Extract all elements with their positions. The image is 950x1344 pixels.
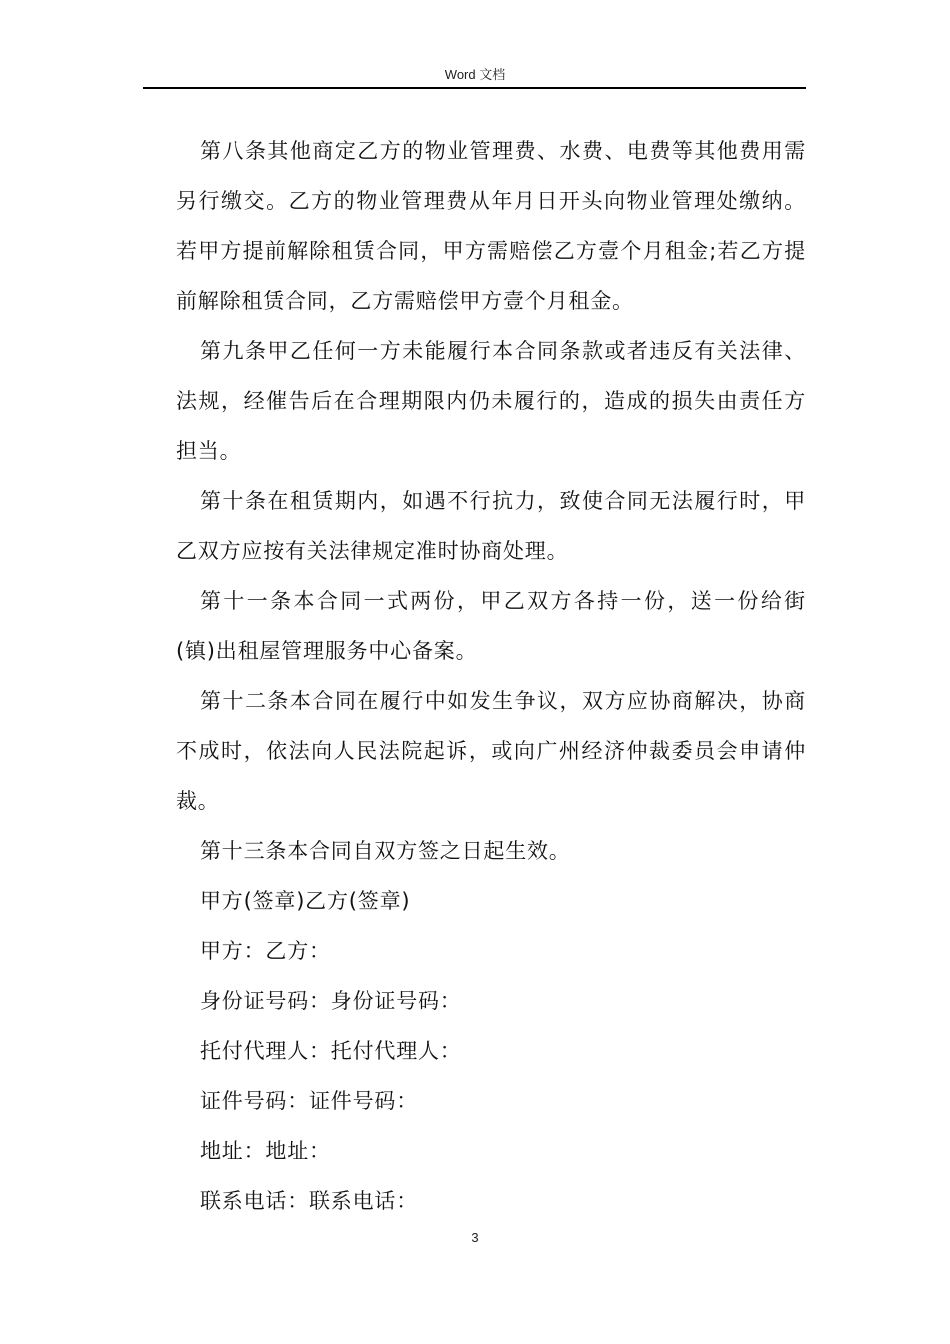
header-divider <box>143 87 806 89</box>
party-line: 甲方：乙方： <box>200 939 331 963</box>
address-line: 地址：地址： <box>200 1139 331 1163</box>
id-number-line: 身份证号码：身份证号码： <box>200 989 462 1013</box>
paragraph-article-10: 第十条在租赁期内，如遇不行抗力，致使合同无法履行时，甲乙双方应按有关法律规定准时协商处理。 <box>176 489 806 563</box>
phone-line: 联系电话：联系电话： <box>200 1189 418 1213</box>
paragraph-article-8: 第八条其他商定乙方的物业管理费、水费、电费等其他费用需另行缴交。乙方的物业管理费从年月日开头向物业管理处缴纳。若甲方提前解除租赁合同，甲方需赔偿乙方壹个月租金;若乙方提前解除租赁合同，乙方需赔偿甲方壹个月租金。 <box>176 139 806 313</box>
signature-line: 甲方(签章)乙方(签章) <box>200 889 411 913</box>
document-body <box>176 126 806 1226</box>
paragraph-article-11: 第十一条本合同一式两份，甲乙双方各持一份，送一份给街(镇)出租屋管理服务中心备案。 <box>176 589 806 663</box>
paragraph-article-9: 第九条甲乙任何一方未能履行本合同条款或者违反有关法律、法规，经催告后在合理期限内仍未履行的，造成的损失由责任方担当。 <box>176 339 806 463</box>
agent-line: 托付代理人：托付代理人： <box>200 1039 462 1063</box>
document-header-title: Word 文档 <box>444 67 506 82</box>
certificate-number-line: 证件号码：证件号码： <box>200 1089 418 1113</box>
paragraph-article-12: 第十二条本合同在履行中如发生争议，双方应协商解决，协商不成时，依法向人民法院起诉，或向广州经济仲裁委员会申请仲裁。 <box>176 689 806 813</box>
page-number: 3 <box>471 1230 479 1245</box>
paragraph-article-13: 第十三条本合同自双方签之日起生效。 <box>200 839 571 863</box>
